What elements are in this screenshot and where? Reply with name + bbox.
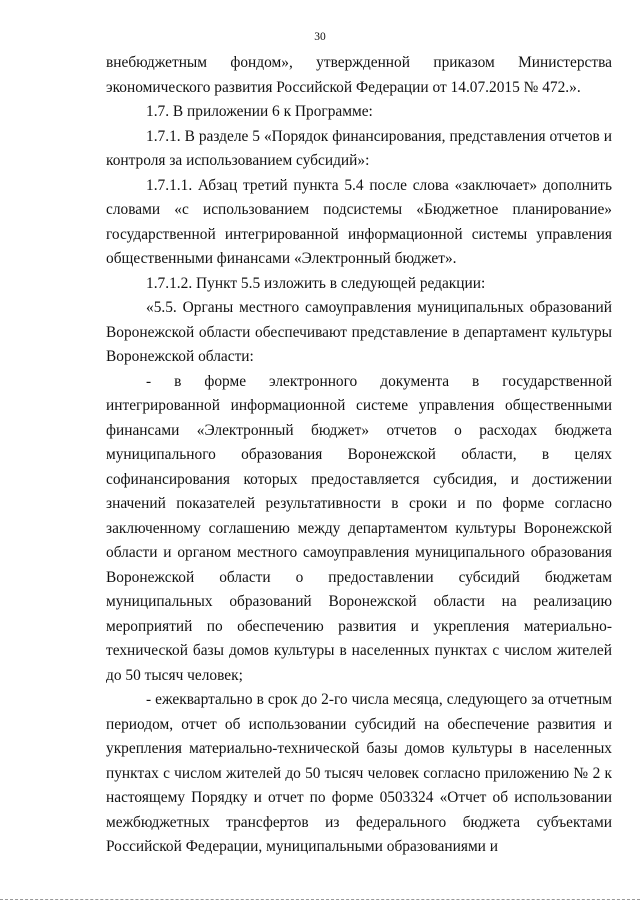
paragraph-quarterly-report: - ежеквартально в срок до 2-го числа месяца, следующего за отчетным периодом, отчет об использовании субсидий на обеспечение развития и укрепления материально-технической базы домов культуры в населенных пунктах с числом жителей до 50 тысяч человек согласно приложению № 2 к настоящему Порядку и отчет по форме 0503324 «Отчет об использовании межбюджетных трансфертов из федерального бюджета субъектами Российской Федерации, муниципальными образованиями и [106, 691, 612, 855]
page-number: 30 [314, 31, 326, 43]
paragraph-1-7-1-2: 1.7.1.2. Пункт 5.5 изложить в следующей редакции: [146, 274, 486, 292]
paragraph-continuation: внебюджетным фондом», утвержденной приказом Министерства экономического развития Российской Федерации от 14.07.2015 № 472.». [106, 54, 612, 96]
document-body [106, 51, 612, 860]
paragraph-1-7-1: 1.7.1. В разделе 5 «Порядок финансирования, представления отчетов и контроля за использованием субсидий»: [106, 127, 612, 169]
paragraph-5-5: «5.5. Органы местного самоуправления муниципальных образований Воронежской области обеспечивают представление в департамент культуры Воронежской области: [106, 299, 612, 365]
paragraph-1-7-1-1: 1.7.1.1. Абзац третий пункта 5.4 после слова «заключает» дополнить словами «с использованием подсистемы «Бюджетное планирование» государственной интегрированной информационной системы управления общественными финансами «Электронный бюджет». [106, 176, 612, 267]
paragraph-electronic-report: - в форме электронного документа в государственной интегрированной информационной системе управления общественными финансами «Электронный бюджет» отчетов о расходах бюджета муниципального образования Воронежской области, в целях софинансирования которых предоставляется субсидия, и достижении значений показателей результативности в сроки и по форме согласно заключенному соглашению между департаментом культуры Воронежской области и органом местного самоуправления муниципального образования Воронежской области о предоставлении субсидий бюджетам муниципальных образований Воронежской области на реализацию мероприятий по обеспечению развития и укрепления материально-технической базы домов культуры в населенных пунктах с числом жителей до 50 тысяч человек; [106, 372, 612, 684]
paragraph-1-7: 1.7. В приложении 6 к Программе: [146, 103, 373, 120]
page-bottom-edge [0, 899, 640, 900]
